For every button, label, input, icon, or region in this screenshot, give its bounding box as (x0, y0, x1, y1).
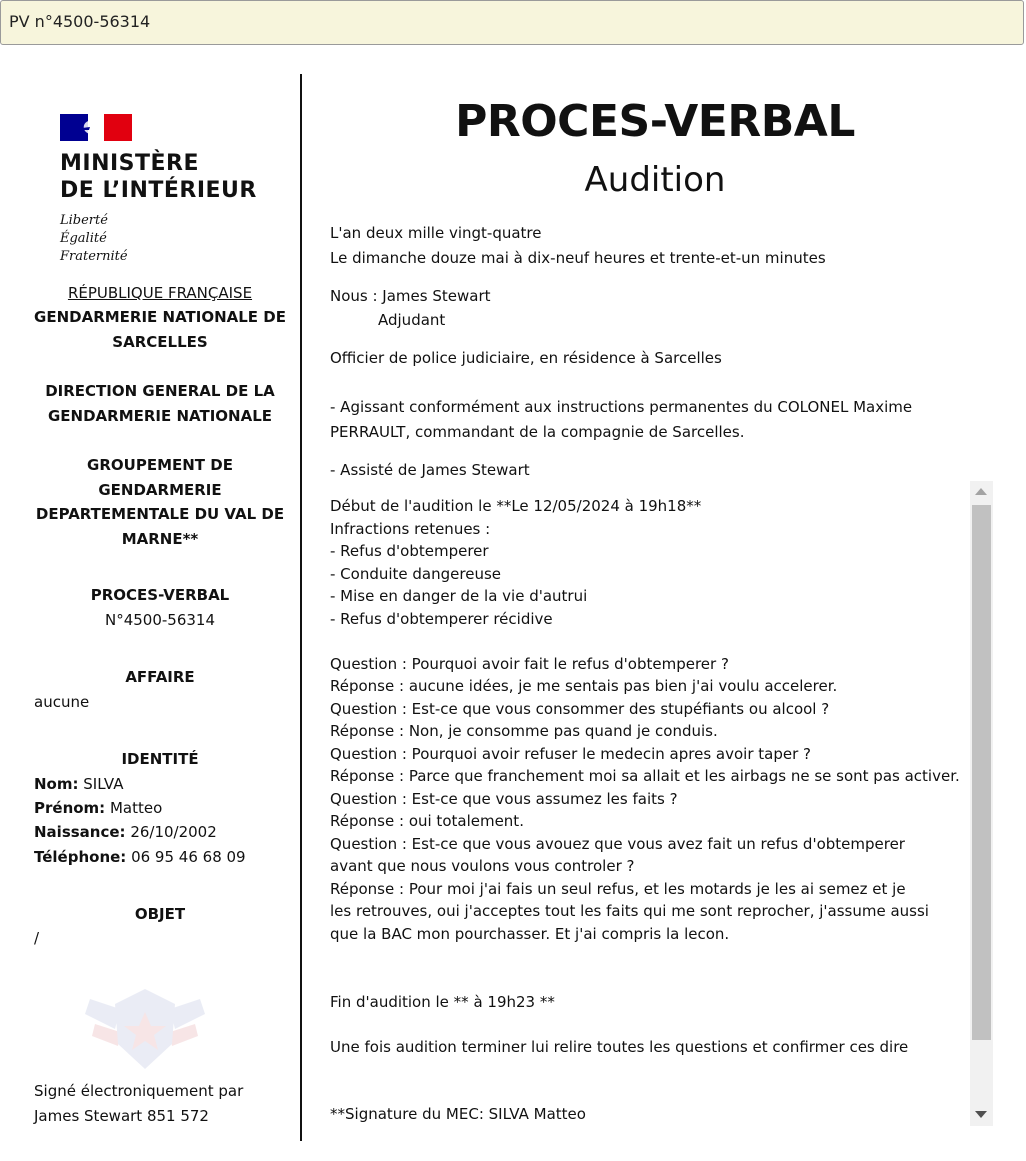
signature-line-1: Signé électroniquement par (34, 1082, 244, 1100)
body-line: - Refus d'obtemperer récidive (330, 609, 553, 628)
title-bar (0, 0, 1024, 45)
body-line: Infractions retenues : (330, 519, 491, 538)
objet-heading: OBJET (134, 905, 186, 923)
body-line: Début de l'audition le **Le 12/05/2024 à 19h18** (330, 497, 702, 515)
relire-instruction: Une fois audition terminer lui relire toutes les questions et confirmer ces dire (330, 1038, 909, 1056)
identity-nom: Nom: SILVA (34, 775, 124, 793)
date-line-1: L'an deux mille vingt-quatre (330, 224, 542, 242)
officier-line: Officier de police judiciaire, en résidence à Sarcelles (330, 349, 722, 367)
pv-heading: PROCES-VERBAL (90, 586, 230, 604)
signature-mec: **Signature du MEC: SILVA Matteo (330, 1105, 586, 1123)
body-line: - Conduite dangereuse (330, 564, 501, 583)
question-line: Question : Pourquoi avoir refuser le medecin apres avoir taper ? (330, 744, 811, 763)
affaire-value: aucune (34, 693, 90, 711)
pv-tab-title: PV n°4500-56314 (9, 12, 151, 31)
signature-line-2: James Stewart 851 572 (34, 1107, 209, 1125)
sidebar (30, 74, 290, 1140)
groupement-label: GROUPEMENT DE GENDARMERIE DEPARTEMENTALE DU VAL DE MARNE** (35, 456, 285, 548)
document-title: PROCES-VERBAL (455, 96, 855, 147)
body-line: - Refus d'obtemperer (330, 542, 489, 560)
ministry-logo (60, 114, 270, 264)
agissant-line: - Agissant conformément aux instructions permanentes du COLONEL Maxime PERRAULT, commandant de la compagnie de Sarcelles. (330, 398, 913, 441)
answer-line: Réponse : oui totalement. (330, 812, 524, 830)
audition-body (330, 495, 958, 945)
vertical-divider (300, 74, 302, 1141)
assiste-line: - Assisté de James Stewart (330, 461, 530, 479)
direction-label: DIRECTION GENERAL DE LA GENDARMERIE NATIONALE (45, 382, 275, 425)
answer-line: Réponse : Parce que franchement moi sa allait et les airbags ne se sont pas activer. (330, 767, 960, 785)
question-line: Question : Est-ce que vous avouez que vous avez fait un refus d'obtemperer avant que nous voulons vous controler ? (330, 834, 905, 875)
fin-audition: Fin d'audition le ** à 19h23 ** (330, 993, 555, 1011)
identity-naissance: Naissance: 26/10/2002 (34, 823, 217, 841)
gendarmerie-unit: GENDARMERIE NATIONALE DE SARCELLES (34, 308, 286, 351)
vertical-scrollbar[interactable] (970, 481, 993, 1126)
identite-heading: IDENTITÉ (121, 750, 199, 768)
body-spacer (330, 630, 958, 653)
answer-line: Réponse : Pour moi j'ai fais un seul refus, et les motards je les ai semez et je les retrouves, oui j'acceptes tout les faits qui me sont reprocher, j'assume aussi que la BAC mon pourchasser. Et j'ai compris la lecon. (330, 879, 929, 943)
nous-line: Nous : James Stewart (330, 287, 491, 305)
identity-prenom: Prénom: Matteo (34, 799, 163, 817)
republique-label: RÉPUBLIQUE FRANÇAISE (67, 284, 253, 302)
pv-number: N°4500-56314 (104, 611, 216, 629)
gendarmerie-emblem-icon (80, 984, 210, 1084)
answer-line: Réponse : aucune idées, je me sentais pas bien j'ai voulu accelerer. (330, 677, 838, 695)
document-subtitle: Audition (584, 160, 726, 200)
objet-value: / (34, 929, 40, 947)
ministry-name: MINISTÈRE DE L’INTÉRIEUR (60, 151, 257, 203)
body-line: - Mise en danger de la vie d'autrui (330, 587, 588, 605)
republic-motto: Liberté Égalité Fraternité (60, 213, 128, 264)
affaire-heading: AFFAIRE (125, 668, 195, 686)
question-line: Question : Pourquoi avoir fait le refus d'obtemperer ? (330, 654, 729, 673)
question-line: Question : Est-ce que vous assumez les faits ? (330, 789, 678, 808)
scroll-down-arrow-icon[interactable] (975, 1111, 987, 1118)
marianne-flag-icon (60, 114, 132, 141)
scroll-up-arrow-icon[interactable] (975, 488, 987, 495)
identity-telephone: Téléphone: 06 95 46 68 09 (34, 848, 246, 866)
grade: Adjudant (378, 311, 446, 329)
question-line: Question : Est-ce que vous consommer des stupéfiants ou alcool ? (330, 699, 830, 718)
answer-line: Réponse : Non, je consomme pas quand je conduis. (330, 722, 718, 740)
date-line-2: Le dimanche douze mai à dix-neuf heures et trente-et-un minutes (330, 249, 826, 267)
scrollbar-thumb[interactable] (972, 505, 991, 1040)
